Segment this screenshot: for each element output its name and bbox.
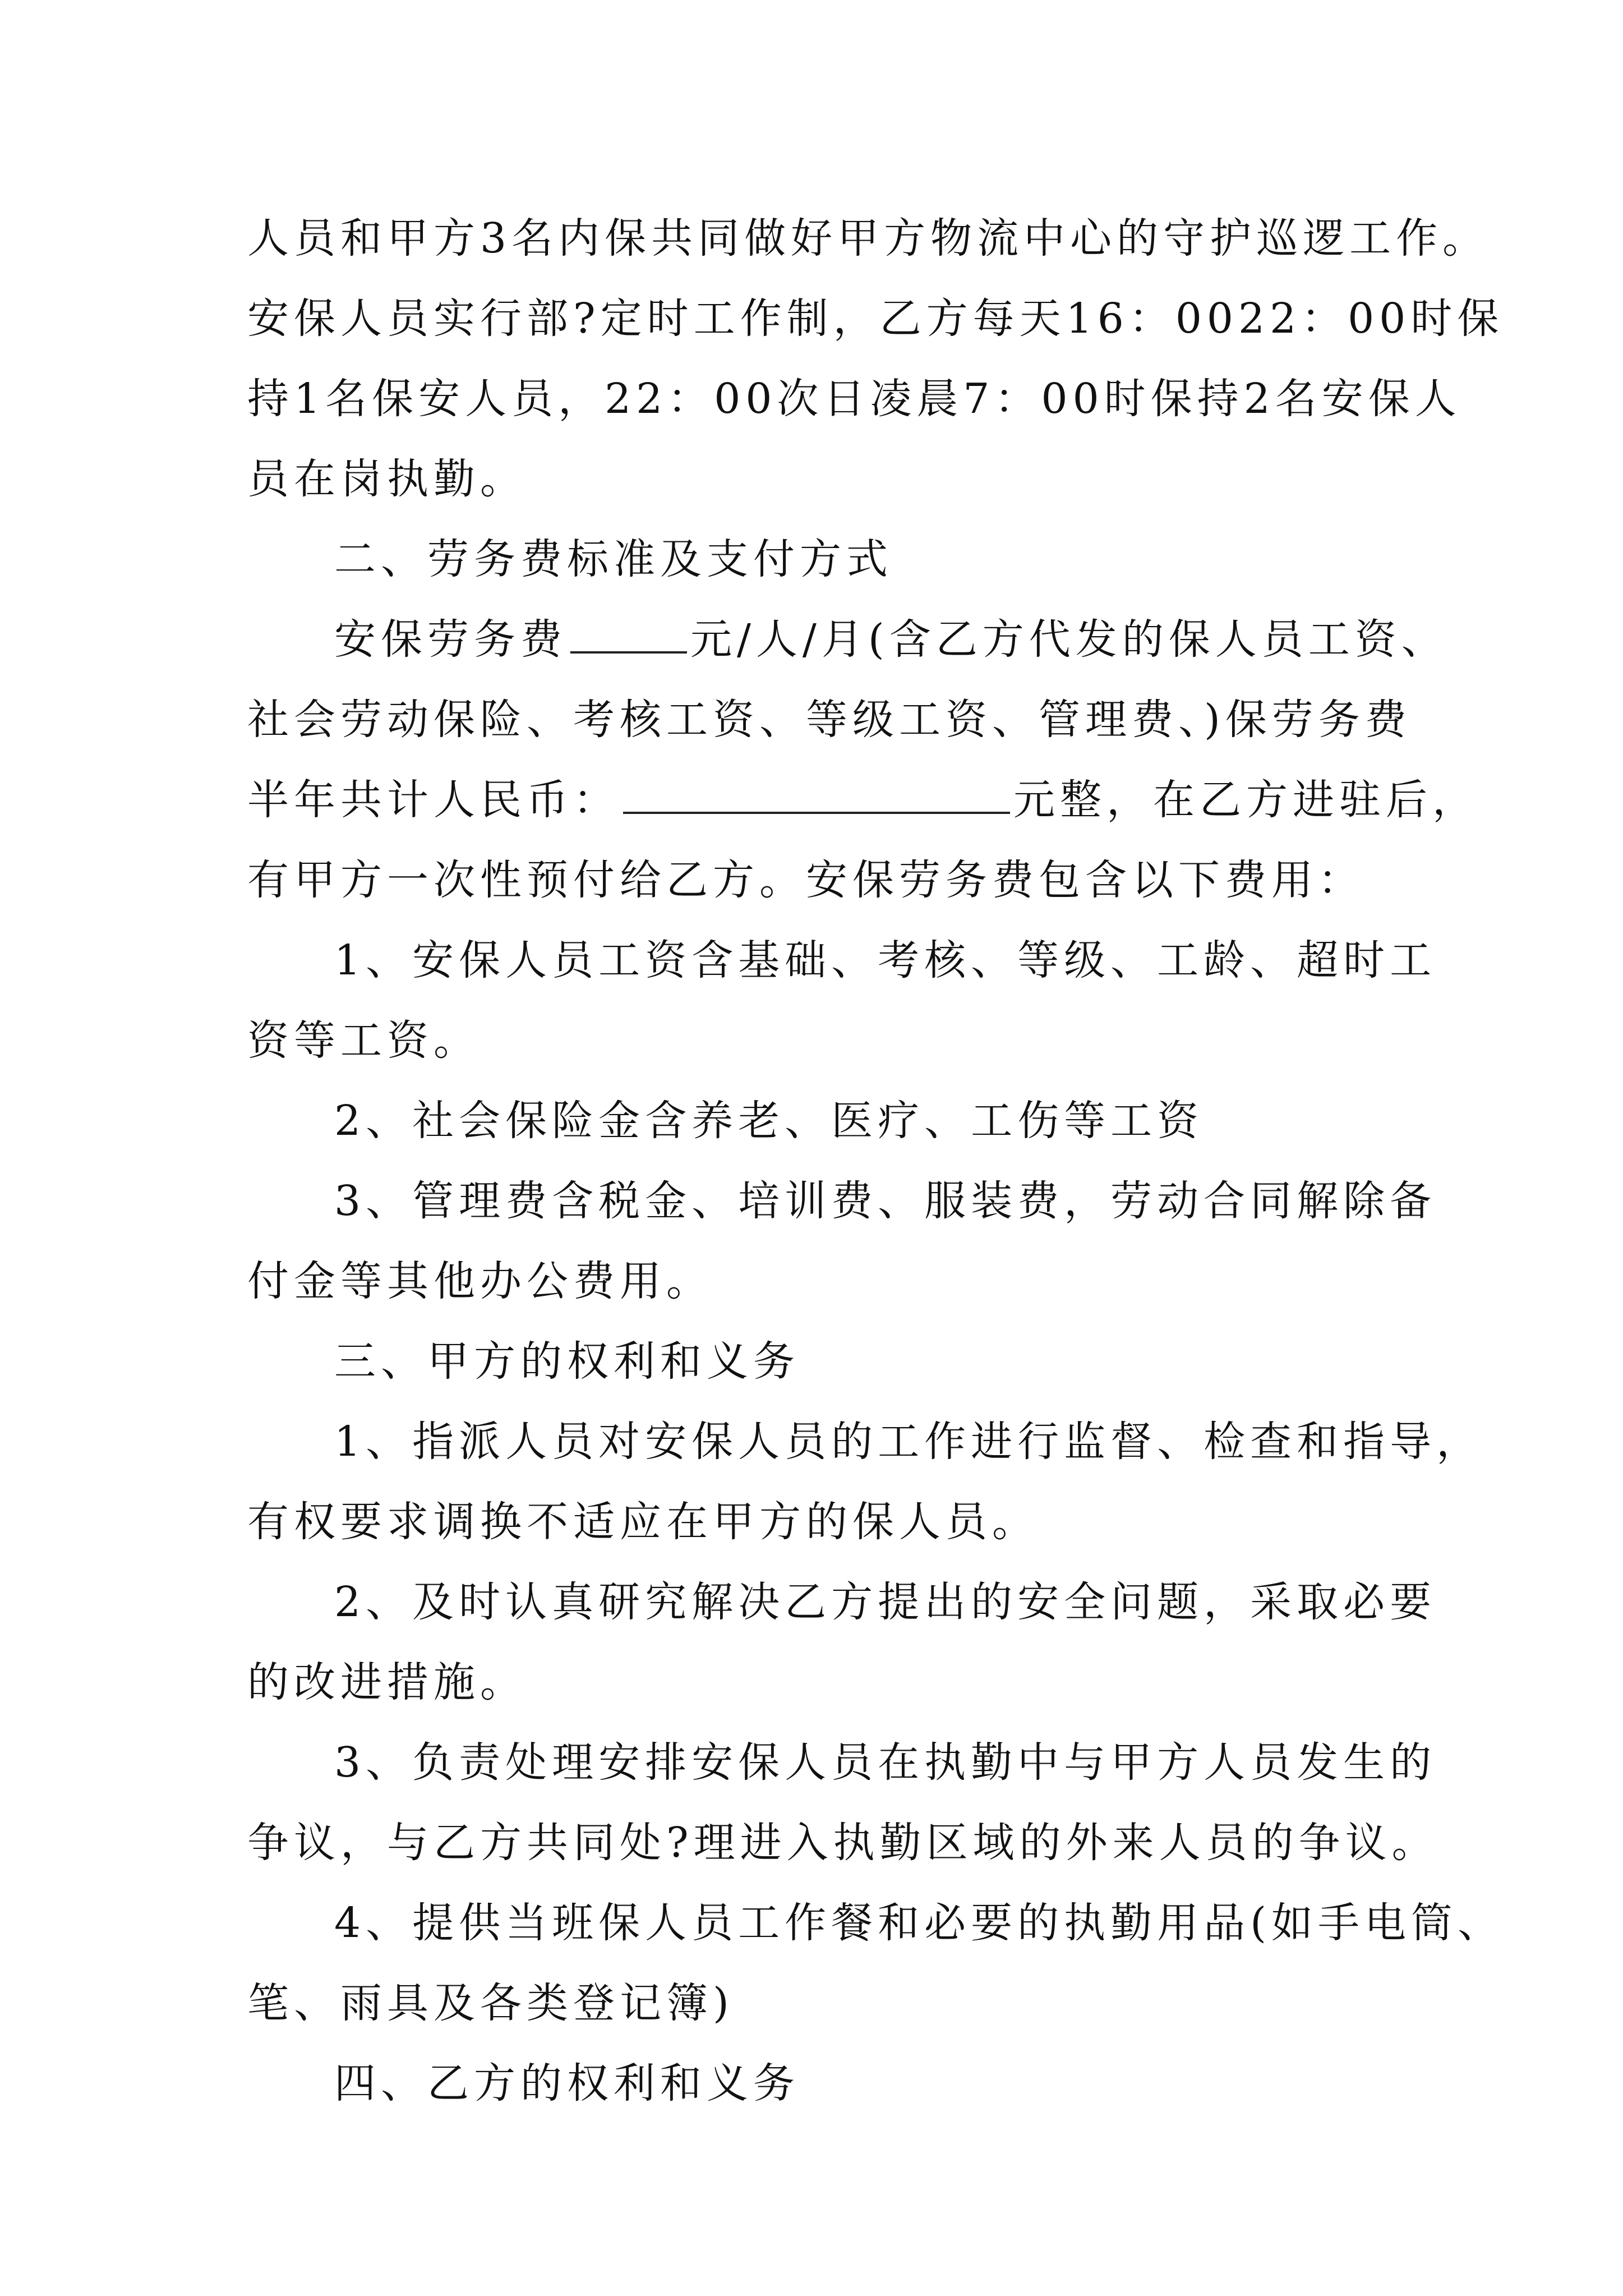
- paragraph-line: 人员和甲方3名内保共同做好甲方物流中心的守护巡逻工作。: [247, 214, 1490, 263]
- paragraph-line-with-blank: [247, 761, 1479, 839]
- paragraph-line: 有甲方一次性预付给乙方。安保劳务费包含以下费用：: [247, 856, 1364, 904]
- paragraph-line: 安保人员实行部?定时工作制，乙方每天16：0022：00时保: [247, 295, 1504, 343]
- paragraph-line: 持1名保安人员，22：00次日凌晨7：00时保持2名安保人: [247, 375, 1461, 423]
- list-item-line: 2、社会保险金含养老、医疗、工伤等工资: [334, 1097, 1204, 1145]
- section-heading: 三、甲方的权利和义务: [334, 1337, 800, 1386]
- line-text-before-blank: 安保劳务费: [334, 615, 567, 664]
- list-item-line: 有权要求调换不适应在甲方的保人员。: [247, 1498, 1039, 1546]
- fill-in-blank: [570, 612, 687, 654]
- fill-in-blank: [623, 772, 1010, 814]
- paragraph-line-with-blank: [334, 600, 1448, 679]
- paragraph-line: 员在岗执勤。: [247, 455, 527, 503]
- paragraph-line: 社会劳动保险、考核工资、等级工资、管理费、)保劳务费: [247, 696, 1412, 744]
- line-text-before-blank: 半年共计人民币：: [247, 776, 620, 824]
- list-item-line: 4、提供当班保人员工作餐和必要的执勤用品(如手电筒、: [334, 1899, 1504, 1947]
- list-item-line: 1、指派人员对安保人员的工作进行监督、检查和指导，: [334, 1418, 1483, 1466]
- list-item-line: 2、及时认真研究解决乙方提出的安全问题，采取必要: [334, 1578, 1437, 1626]
- list-item-line: 1、安保人员工资含基础、考核、等级、工龄、超时工: [334, 936, 1437, 984]
- list-item-line: 付金等其他办公费用。: [247, 1257, 713, 1305]
- list-item-line: 争议，与乙方共同处?理进入执勤区域的外来人员的争议。: [247, 1819, 1438, 1867]
- list-item-line: 笔、雨具及各类登记簿): [247, 1979, 734, 2027]
- list-item-line: 3、管理费含税金、培训费、服装费，劳动合同解除备: [334, 1177, 1437, 1225]
- section-heading: 四、乙方的权利和义务: [334, 2059, 800, 2108]
- list-item-line: 资等工资。: [247, 1016, 480, 1065]
- list-item-line: 的改进措施。: [247, 1658, 527, 1706]
- list-item-line: 3、负责处理安排安保人员在执勤中与甲方人员发生的: [334, 1738, 1437, 1787]
- line-text-after-blank: 元/人/月(含乙方代发的保人员工资、: [690, 615, 1448, 664]
- line-text-after-blank: 元整，在乙方进驻后，: [1013, 776, 1479, 824]
- section-heading: 二、劳务费标准及支付方式: [334, 535, 893, 583]
